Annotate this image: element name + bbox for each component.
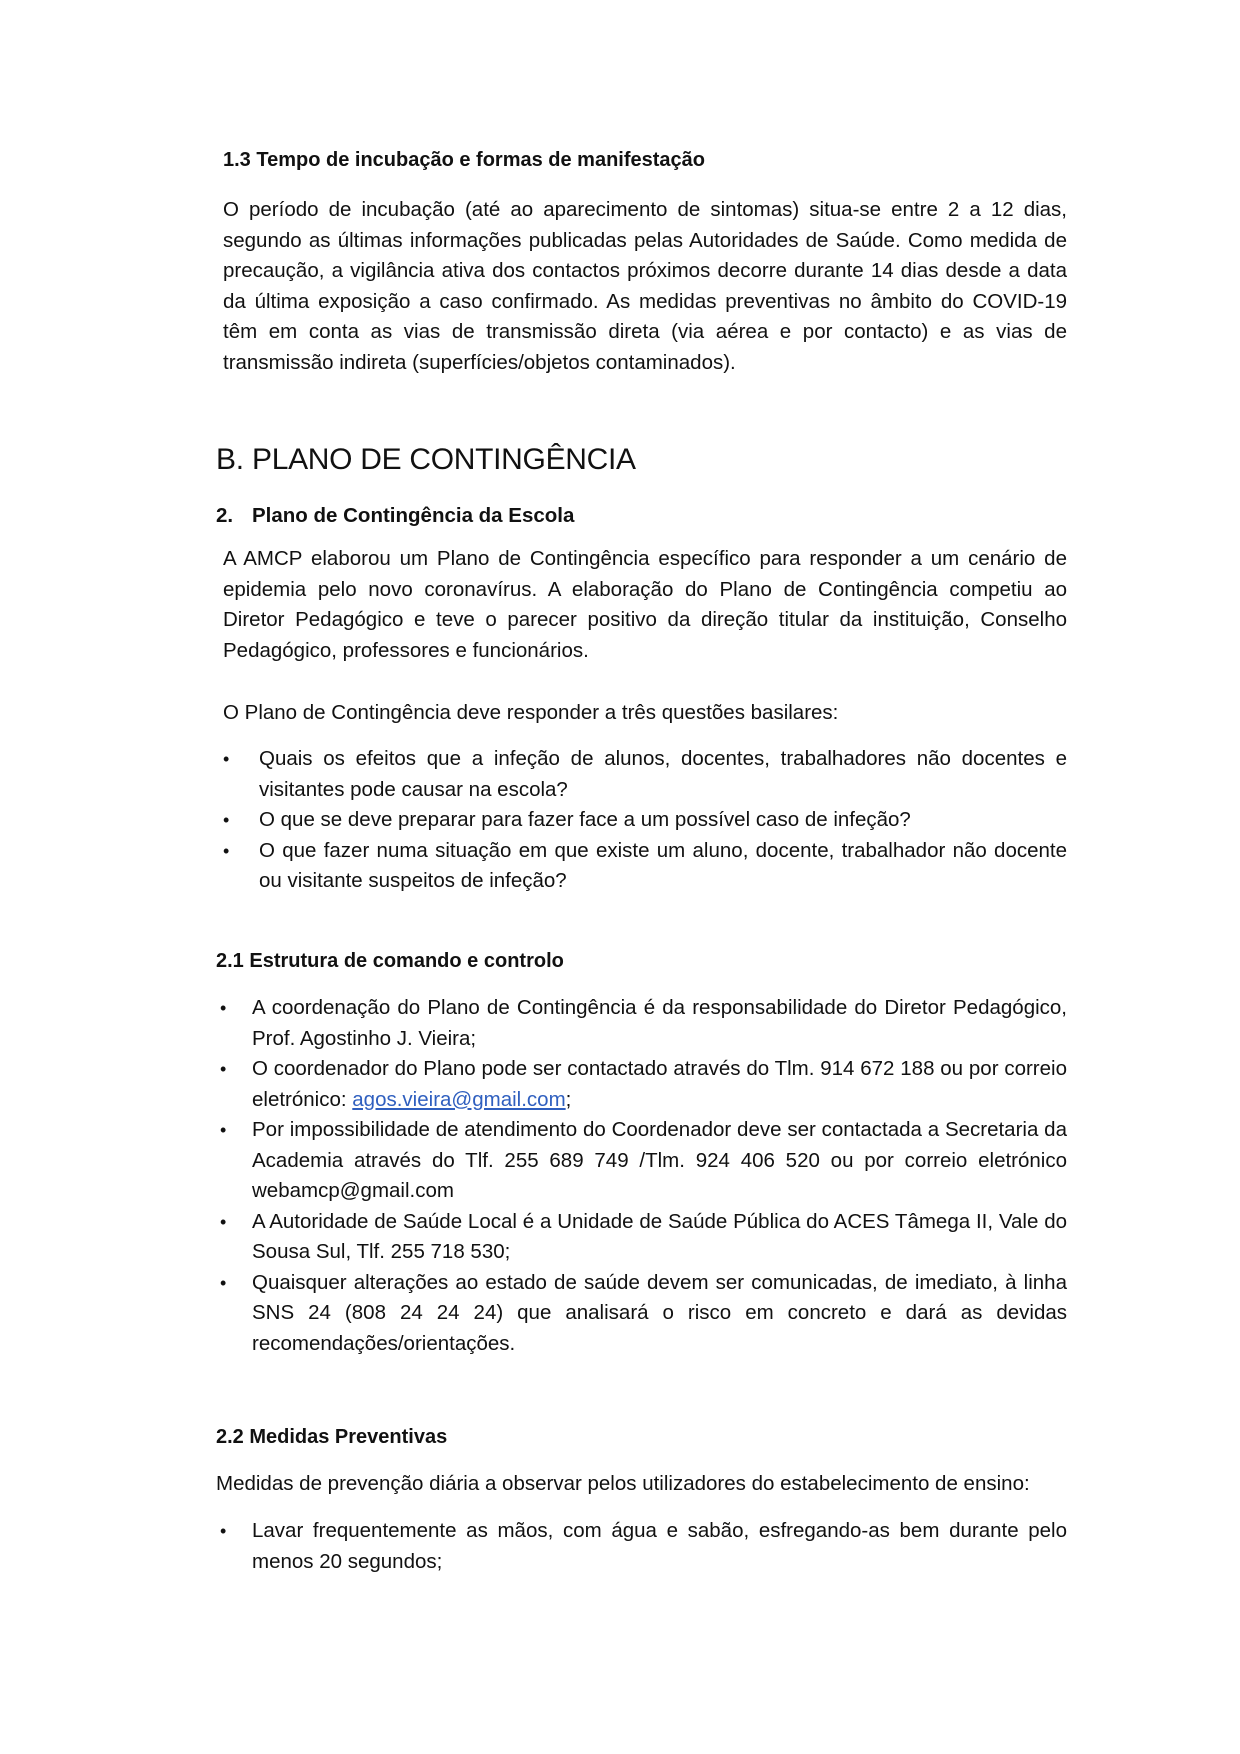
list-item [216, 1268, 1067, 1360]
section-2-2-intro: Medidas de prevenção diária a observar pelos utilizadores do estabelecimento de ensino: [216, 1472, 1030, 1495]
bullet-icon: • [220, 1211, 227, 1232]
bullet-icon: • [223, 840, 230, 861]
section-b-number: B. [216, 443, 244, 476]
command-list [216, 993, 1067, 1359]
list-item-text: Quaisquer alterações ao estado de saúde devem ser comunicadas, de imediato, à linha SNS 24 (808 24 24 24) que analisará o risco em concreto e dará as devidas recomendações/orientações. [252, 1270, 1067, 1355]
preventive-list [216, 1516, 1067, 1577]
list-item [216, 1516, 1067, 1577]
list-item-text: O coordenador do Plano pode ser contactado através do Tlm. 914 672 188 ou por correio eletrónico: [252, 1057, 1067, 1111]
bullet-icon: • [220, 1059, 227, 1079]
bullet-icon: • [223, 810, 230, 830]
list-item-text-end: ; [565, 1087, 572, 1111]
list-item-text: A Autoridade de Saúde Local é a Unidade de Saúde Pública do ACES Tâmega II, Vale do Sousa Sul, Tlf. 255 718 530; [252, 1209, 1067, 1263]
section-2-2-heading: 2.2 Medidas Preventivas [216, 1426, 448, 1448]
list-item-text: Lavar frequentemente as mãos, com água e sabão, esfregando-as bem durante pelo menos 20 segundos; [252, 1519, 1067, 1573]
bullet-icon: • [220, 998, 227, 1018]
list-item [223, 836, 1067, 897]
section-b-heading [216, 440, 636, 480]
list-item-text: Por impossibilidade de atendimento do Coordenador deve ser contactada a Secretaria da Academia através do Tlf. 255 689 749 /Tlm. 924 406 520 ou por correio eletrónico webamcp@gmail.com [252, 1118, 1067, 1202]
bullet-icon: • [220, 1272, 227, 1293]
section-2-heading [216, 501, 574, 531]
list-item-text: O que fazer numa situação em que existe um aluno, docente, trabalhador não docente ou visitante suspeitos de infeção? [259, 838, 1067, 892]
coordinator-email-link[interactable]: agos.vieira@gmail.com [352, 1087, 566, 1111]
list-item-text: O que se deve preparar para fazer face a um possível caso de infeção? [259, 808, 911, 831]
list-item-text: A coordenação do Plano de Contingência é da responsabilidade do Diretor Pedagógico, Prof. Agostinho J. Vieira; [252, 996, 1067, 1050]
questions-list [223, 744, 1067, 897]
section-2-1-heading: 2.1 Estrutura de comando e controlo [216, 950, 564, 972]
list-item [216, 1054, 1067, 1115]
list-item [216, 993, 1067, 1054]
section-2-title: Plano de Contingência da Escola [252, 504, 575, 527]
bullet-icon: • [223, 749, 230, 769]
section-2-paragraph: A AMCP elaborou um Plano de Contingência específico para responder a um cenário de epidemia pelo novo coronavírus. A elaboração do Plano de Contingência competiu ao Diretor Pedagógico e teve o parecer positivo da direção titular da instituição, Conselho Pedagógico, professores e funcionários. [223, 547, 1067, 662]
bullet-icon: • [220, 1521, 227, 1541]
list-item [216, 1207, 1067, 1268]
list-item [223, 744, 1067, 805]
section-1-3-heading: 1.3 Tempo de incubação e formas de manifestação [223, 149, 706, 171]
section-1-3-paragraph: O período de incubação (até ao aparecimento de sintomas) situa-se entre 2 a 12 dias, segundo as últimas informações publicadas pelas Autoridades de Saúde. Como medida de precaução, a vigilância ativa dos contactos próximos decorre durante 14 dias desde a data da última exposição a caso confirmado. As medidas preventivas no âmbito do COVID-19 têm em conta as vias de transmissão direta (via aérea e por contacto) e as vias de transmissão indireta (superfícies/objetos contaminados). [223, 198, 1067, 374]
bullet-icon: • [220, 1120, 227, 1140]
list-item [223, 805, 1067, 836]
list-item-text: Quais os efeitos que a infeção de alunos, docentes, trabalhadores não docentes e visitantes pode causar na escola? [259, 747, 1067, 801]
section-2-number: 2. [216, 504, 234, 527]
list-item [216, 1115, 1067, 1207]
section-2-intro: O Plano de Contingência deve responder a três questões basilares: [223, 701, 839, 724]
section-b-title: PLANO DE CONTINGÊNCIA [252, 443, 636, 476]
